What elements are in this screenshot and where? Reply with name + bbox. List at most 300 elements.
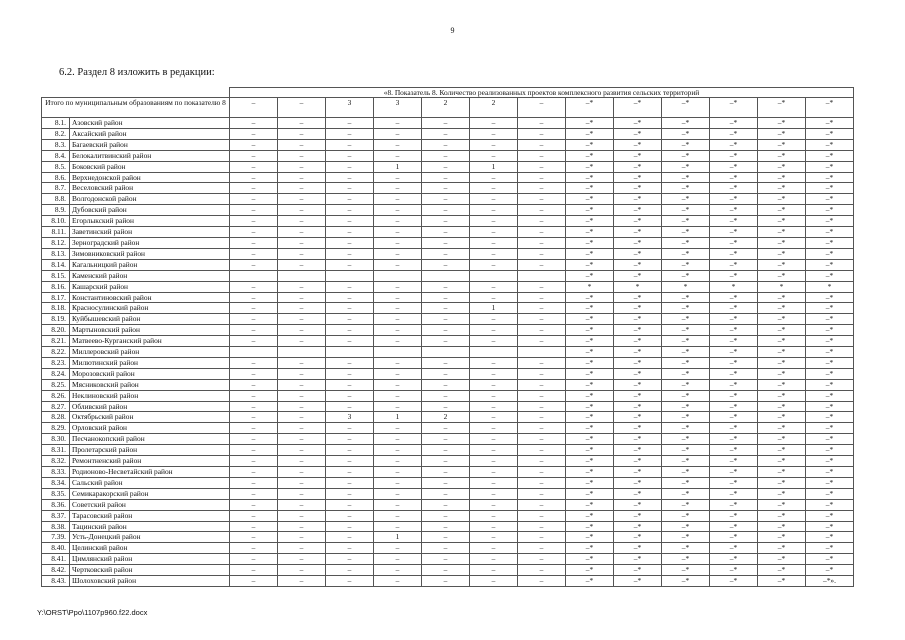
value-cell: – — [422, 237, 470, 248]
value-cell: –* — [614, 401, 662, 412]
value-cell: * — [806, 281, 854, 292]
value-cell: –* — [662, 303, 710, 314]
row-number: 8.14. — [42, 259, 70, 270]
table-row — [42, 237, 854, 248]
value-cell: – — [470, 554, 518, 565]
row-number: 8.23. — [42, 357, 70, 368]
table-row — [42, 172, 854, 183]
value-cell: –* — [758, 150, 806, 161]
value-cell: – — [374, 488, 422, 499]
value-cell: –* — [662, 576, 710, 587]
value-cell: –* — [758, 314, 806, 325]
value-cell: 1 — [374, 532, 422, 543]
value-cell: – — [230, 128, 278, 139]
value-cell: –* — [758, 128, 806, 139]
value-cell: –* — [758, 325, 806, 336]
value-cell: –* — [614, 357, 662, 368]
table-row — [42, 543, 854, 554]
value-cell: –* — [710, 248, 758, 259]
value-cell: –* — [806, 194, 854, 205]
table-row — [42, 521, 854, 532]
value-cell: –* — [758, 543, 806, 554]
value-cell — [422, 270, 470, 281]
value-cell: –* — [566, 303, 614, 314]
value-cell: –* — [806, 467, 854, 478]
value-cell: –* — [710, 576, 758, 587]
value-cell: – — [374, 368, 422, 379]
value-cell: 1 — [374, 161, 422, 172]
row-number: 8.21. — [42, 336, 70, 347]
value-cell: – — [326, 237, 374, 248]
value-cell: – — [230, 445, 278, 456]
value-cell: –* — [566, 150, 614, 161]
value-cell: –* — [806, 521, 854, 532]
district-name: Мартыновский район — [70, 325, 230, 336]
value-cell: – — [518, 412, 566, 423]
value-cell: – — [470, 510, 518, 521]
value-cell: – — [230, 434, 278, 445]
value-cell: – — [374, 543, 422, 554]
value-cell: – — [326, 128, 374, 139]
value-cell: –* — [758, 172, 806, 183]
table-row — [42, 227, 854, 238]
value-cell: – — [230, 139, 278, 150]
row-number: 8.22. — [42, 347, 70, 358]
total-value-cell: –* — [566, 98, 614, 118]
value-cell: – — [326, 172, 374, 183]
value-cell: – — [374, 292, 422, 303]
district-name: Усть-Донецкий район — [70, 532, 230, 543]
value-cell: –* — [614, 565, 662, 576]
row-number: 8.24. — [42, 368, 70, 379]
value-cell: – — [326, 401, 374, 412]
table-row — [42, 488, 854, 499]
value-cell: –* — [710, 150, 758, 161]
value-cell: – — [422, 576, 470, 587]
value-cell: – — [422, 532, 470, 543]
value-cell: – — [326, 139, 374, 150]
value-cell: – — [470, 445, 518, 456]
value-cell: –* — [758, 434, 806, 445]
value-cell: –* — [662, 401, 710, 412]
row-number: 8.10. — [42, 216, 70, 227]
value-cell: – — [470, 456, 518, 467]
value-cell: –* — [758, 237, 806, 248]
row-number: 8.28. — [42, 412, 70, 423]
value-cell: –* — [806, 368, 854, 379]
value-cell: – — [422, 554, 470, 565]
value-cell — [422, 347, 470, 358]
value-cell: – — [278, 227, 326, 238]
value-cell: –* — [566, 401, 614, 412]
value-cell: – — [518, 576, 566, 587]
value-cell: – — [278, 434, 326, 445]
row-number: 8.25. — [42, 379, 70, 390]
table-row — [42, 499, 854, 510]
value-cell: –* — [806, 532, 854, 543]
value-cell: –* — [662, 150, 710, 161]
value-cell: – — [374, 227, 422, 238]
value-cell: –* — [806, 292, 854, 303]
district-name: Мясниковский район — [70, 379, 230, 390]
value-cell: – — [230, 303, 278, 314]
value-cell: –* — [662, 314, 710, 325]
value-cell: – — [518, 325, 566, 336]
value-cell: – — [326, 357, 374, 368]
total-value-cell: –* — [662, 98, 710, 118]
value-cell: –* — [566, 259, 614, 270]
value-cell: – — [422, 139, 470, 150]
value-cell: – — [374, 303, 422, 314]
value-cell: –* — [758, 347, 806, 358]
value-cell: –* — [806, 554, 854, 565]
table-row — [42, 161, 854, 172]
value-cell: –* — [710, 554, 758, 565]
value-cell: –* — [758, 118, 806, 129]
value-cell: * — [710, 281, 758, 292]
value-cell: –* — [662, 488, 710, 499]
value-cell: –* — [662, 227, 710, 238]
district-name: Ремонтненский район — [70, 456, 230, 467]
value-cell: –* — [758, 161, 806, 172]
value-cell: – — [230, 532, 278, 543]
value-cell: –* — [614, 467, 662, 478]
value-cell: –* — [566, 368, 614, 379]
value-cell: –* — [614, 248, 662, 259]
value-cell: – — [374, 379, 422, 390]
value-cell: –* — [614, 205, 662, 216]
value-cell: – — [278, 314, 326, 325]
table-row — [42, 379, 854, 390]
value-cell: –* — [566, 139, 614, 150]
value-cell: –* — [806, 314, 854, 325]
value-cell: –* — [806, 412, 854, 423]
value-cell: –* — [662, 477, 710, 488]
district-name: Тацинский район — [70, 521, 230, 532]
value-cell: –* — [614, 434, 662, 445]
value-cell: – — [518, 565, 566, 576]
value-cell: – — [422, 281, 470, 292]
value-cell: –* — [566, 434, 614, 445]
value-cell: – — [422, 128, 470, 139]
value-cell: –* — [710, 488, 758, 499]
value-cell: –* — [662, 434, 710, 445]
value-cell: – — [278, 237, 326, 248]
table-row — [42, 467, 854, 478]
district-name: Тарасовский район — [70, 510, 230, 521]
district-name: Песчанокопский район — [70, 434, 230, 445]
value-cell: * — [758, 281, 806, 292]
value-cell: –* — [710, 347, 758, 358]
district-name: Родионово-Несветайский район — [70, 467, 230, 478]
value-cell: – — [518, 445, 566, 456]
footer-file-path: Y:\ORST\Ppo\1107p960.f22.docx — [37, 608, 148, 617]
table-row — [42, 565, 854, 576]
value-cell: – — [326, 150, 374, 161]
value-cell: – — [422, 357, 470, 368]
value-cell: – — [422, 456, 470, 467]
row-number: 8.34. — [42, 477, 70, 488]
value-cell: –* — [806, 456, 854, 467]
value-cell: –* — [710, 259, 758, 270]
value-cell: – — [326, 521, 374, 532]
value-cell: – — [374, 183, 422, 194]
value-cell: –* — [614, 477, 662, 488]
value-cell: – — [422, 477, 470, 488]
row-number: 8.31. — [42, 445, 70, 456]
value-cell: –* — [566, 521, 614, 532]
value-cell: – — [374, 576, 422, 587]
district-name: Милютинский район — [70, 357, 230, 368]
value-cell: – — [374, 521, 422, 532]
district-name: Веселовский район — [70, 183, 230, 194]
row-number: 8.41. — [42, 554, 70, 565]
value-cell: –* — [710, 205, 758, 216]
value-cell: – — [470, 368, 518, 379]
value-cell: * — [614, 281, 662, 292]
value-cell: –* — [566, 379, 614, 390]
value-cell: –* — [566, 172, 614, 183]
row-number: 8.9. — [42, 205, 70, 216]
value-cell: –* — [806, 227, 854, 238]
value-cell: –* — [806, 183, 854, 194]
value-cell: – — [422, 216, 470, 227]
indicator-table — [41, 87, 854, 587]
value-cell: – — [278, 565, 326, 576]
value-cell: – — [230, 565, 278, 576]
value-cell: – — [374, 172, 422, 183]
district-name: Октябрьский район — [70, 412, 230, 423]
value-cell: –* — [758, 292, 806, 303]
value-cell — [518, 347, 566, 358]
value-cell: –* — [758, 248, 806, 259]
district-name: Пролетарский район — [70, 445, 230, 456]
district-name: Каменский район — [70, 270, 230, 281]
value-cell: – — [470, 259, 518, 270]
row-number: 8.3. — [42, 139, 70, 150]
indicator-title-row — [42, 88, 854, 98]
value-cell: –* — [566, 477, 614, 488]
value-cell: – — [230, 237, 278, 248]
value-cell: –* — [710, 412, 758, 423]
value-cell: – — [278, 412, 326, 423]
value-cell: –* — [662, 423, 710, 434]
row-number: 8.15. — [42, 270, 70, 281]
value-cell: – — [518, 248, 566, 259]
total-value-cell: – — [518, 98, 566, 118]
value-cell: – — [374, 510, 422, 521]
value-cell: – — [374, 248, 422, 259]
row-number: 8.8. — [42, 194, 70, 205]
value-cell: – — [326, 227, 374, 238]
district-name: Егорлыкский район — [70, 216, 230, 227]
value-cell: –* — [614, 118, 662, 129]
value-cell: – — [230, 259, 278, 270]
value-cell: –* — [614, 227, 662, 238]
value-cell: – — [518, 205, 566, 216]
value-cell: –* — [758, 423, 806, 434]
value-cell: –* — [614, 532, 662, 543]
table-row — [42, 248, 854, 259]
row-number: 8.11. — [42, 227, 70, 238]
value-cell: – — [470, 118, 518, 129]
value-cell: –* — [662, 292, 710, 303]
table-row — [42, 194, 854, 205]
total-value-cell: –* — [806, 98, 854, 118]
value-cell: –* — [758, 499, 806, 510]
total-value-cell: 3 — [374, 98, 422, 118]
value-cell: – — [374, 336, 422, 347]
value-cell: – — [470, 401, 518, 412]
value-cell: – — [470, 488, 518, 499]
value-cell: – — [470, 379, 518, 390]
value-cell: –* — [806, 259, 854, 270]
value-cell: –* — [806, 401, 854, 412]
value-cell: –* — [710, 270, 758, 281]
value-cell: – — [422, 510, 470, 521]
value-cell — [230, 347, 278, 358]
value-cell: –* — [614, 194, 662, 205]
value-cell: – — [326, 488, 374, 499]
value-cell: –* — [614, 390, 662, 401]
row-number: 8.33. — [42, 467, 70, 478]
value-cell: – — [278, 510, 326, 521]
value-cell: – — [518, 237, 566, 248]
value-cell: –* — [806, 336, 854, 347]
value-cell: – — [278, 532, 326, 543]
value-cell: – — [230, 510, 278, 521]
value-cell: – — [326, 281, 374, 292]
value-cell: –* — [806, 565, 854, 576]
value-cell: 3 — [326, 412, 374, 423]
value-cell: – — [374, 554, 422, 565]
value-cell: – — [326, 390, 374, 401]
value-cell: –* — [566, 292, 614, 303]
table-row — [42, 314, 854, 325]
value-cell: – — [230, 292, 278, 303]
value-cell: –* — [710, 423, 758, 434]
value-cell: –* — [566, 205, 614, 216]
table-row — [42, 510, 854, 521]
table-row — [42, 412, 854, 423]
value-cell: – — [278, 554, 326, 565]
value-cell: – — [422, 423, 470, 434]
value-cell: – — [422, 390, 470, 401]
value-cell: – — [470, 150, 518, 161]
table-row — [42, 390, 854, 401]
value-cell: –* — [614, 554, 662, 565]
value-cell: –* — [662, 554, 710, 565]
value-cell: – — [374, 445, 422, 456]
value-cell: –* — [710, 543, 758, 554]
value-cell: – — [278, 205, 326, 216]
value-cell: – — [374, 314, 422, 325]
value-cell: – — [278, 281, 326, 292]
value-cell: –* — [806, 303, 854, 314]
value-cell: – — [230, 183, 278, 194]
value-cell: – — [230, 477, 278, 488]
value-cell: –* — [566, 543, 614, 554]
value-cell: –* — [614, 336, 662, 347]
value-cell: –* — [662, 194, 710, 205]
value-cell: – — [374, 467, 422, 478]
value-cell: – — [518, 161, 566, 172]
row-number: 8.1. — [42, 118, 70, 129]
value-cell: –* — [758, 401, 806, 412]
value-cell: –* — [662, 216, 710, 227]
value-cell: – — [374, 423, 422, 434]
value-cell: –* — [710, 118, 758, 129]
value-cell: – — [518, 379, 566, 390]
value-cell: –* — [614, 292, 662, 303]
value-cell: – — [422, 467, 470, 478]
value-cell: – — [518, 554, 566, 565]
total-value-cell: –* — [758, 98, 806, 118]
value-cell: –* — [566, 467, 614, 478]
value-cell: –* — [758, 412, 806, 423]
value-cell: –* — [758, 554, 806, 565]
value-cell: – — [230, 576, 278, 587]
table-row — [42, 205, 854, 216]
value-cell: –* — [566, 565, 614, 576]
value-cell: –* — [710, 183, 758, 194]
value-cell: – — [422, 172, 470, 183]
value-cell: –* — [566, 423, 614, 434]
value-cell: –* — [806, 270, 854, 281]
value-cell: – — [374, 325, 422, 336]
value-cell: – — [518, 150, 566, 161]
table-row — [42, 150, 854, 161]
value-cell: –* — [710, 292, 758, 303]
value-cell: – — [230, 336, 278, 347]
value-cell: –* — [806, 150, 854, 161]
value-cell: –* — [758, 336, 806, 347]
value-cell: – — [326, 379, 374, 390]
value-cell: – — [326, 259, 374, 270]
value-cell: * — [662, 281, 710, 292]
total-value-cell: 3 — [326, 98, 374, 118]
row-number: 8.37. — [42, 510, 70, 521]
value-cell: –* — [662, 379, 710, 390]
value-cell — [326, 347, 374, 358]
value-cell: – — [470, 227, 518, 238]
district-name: Сальский район — [70, 477, 230, 488]
value-cell: –* — [806, 510, 854, 521]
row-number: 8.43. — [42, 576, 70, 587]
value-cell: – — [326, 303, 374, 314]
value-cell: – — [518, 368, 566, 379]
value-cell: – — [470, 281, 518, 292]
value-cell: – — [326, 565, 374, 576]
value-cell: –* — [662, 172, 710, 183]
total-value-cell: 2 — [422, 98, 470, 118]
value-cell: –* — [566, 499, 614, 510]
value-cell: – — [326, 368, 374, 379]
value-cell: – — [326, 434, 374, 445]
value-cell: – — [230, 423, 278, 434]
value-cell: –* — [566, 390, 614, 401]
value-cell: – — [278, 325, 326, 336]
total-row — [42, 98, 854, 118]
value-cell: – — [470, 543, 518, 554]
row-number: 8.26. — [42, 390, 70, 401]
value-cell: –* — [662, 128, 710, 139]
value-cell: –* — [662, 445, 710, 456]
value-cell: –* — [662, 248, 710, 259]
value-cell: – — [422, 248, 470, 259]
value-cell: – — [278, 499, 326, 510]
value-cell: –* — [614, 456, 662, 467]
